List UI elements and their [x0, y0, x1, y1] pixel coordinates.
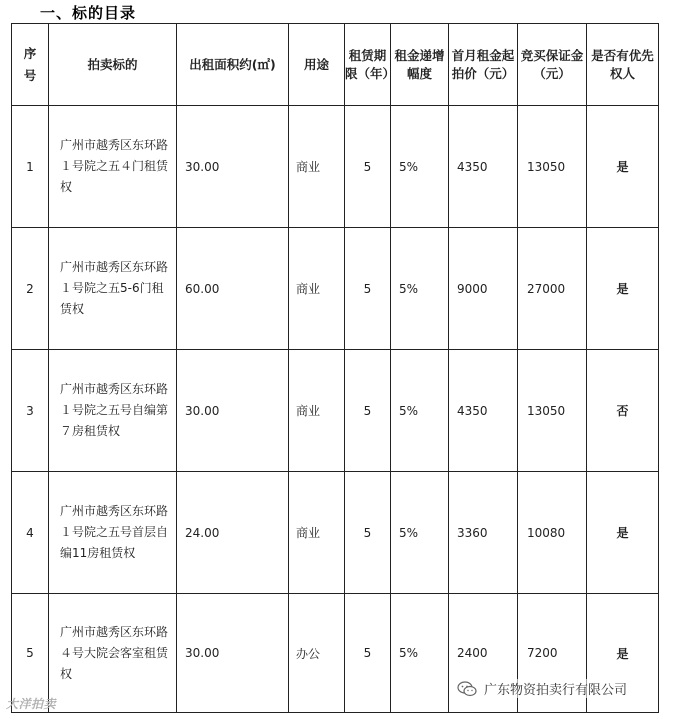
cell-priority: 是 — [587, 472, 659, 594]
cell-use: 办公 — [289, 594, 345, 713]
table-header-row — [12, 24, 659, 106]
wechat-icon — [457, 681, 477, 697]
header-no: 序 号 — [12, 24, 49, 106]
cell-no: 4 — [12, 472, 49, 594]
cell-name: 广州市越秀区东环路４号大院会客室租赁权 — [49, 594, 177, 713]
cell-increase: 5% — [391, 350, 449, 472]
table-row — [12, 106, 659, 228]
cell-area: 30.00 — [177, 594, 289, 713]
watermark-right — [457, 679, 627, 698]
cell-term: 5 — [345, 472, 391, 594]
section-heading: 一、标的目录 — [40, 4, 137, 22]
cell-no: 5 — [12, 594, 49, 713]
cell-area: 30.00 — [177, 106, 289, 228]
auction-lots-table — [11, 23, 659, 713]
header-rent: 首月租金起拍价（元） — [449, 24, 518, 106]
cell-name: 广州市越秀区东环路１号院之五４门租赁权 — [49, 106, 177, 228]
cell-no: 3 — [12, 350, 49, 472]
cell-term: 5 — [345, 594, 391, 713]
cell-priority: 是 — [587, 106, 659, 228]
cell-use: 商业 — [289, 228, 345, 350]
cell-priority: 是 — [587, 594, 659, 713]
cell-area: 60.00 — [177, 228, 289, 350]
cell-rent: 4350 — [449, 350, 518, 472]
cell-use: 商业 — [289, 472, 345, 594]
cell-use: 商业 — [289, 106, 345, 228]
cell-deposit: 10080 — [518, 472, 587, 594]
cell-deposit: 13050 — [518, 106, 587, 228]
cell-priority: 否 — [587, 350, 659, 472]
cell-name: 广州市越秀区东环路１号院之五号自编第７房租赁权 — [49, 350, 177, 472]
cell-rent: 2400 — [449, 594, 518, 713]
cell-rent: 3360 — [449, 472, 518, 594]
cell-rent: 4350 — [449, 106, 518, 228]
cell-deposit: 27000 — [518, 228, 587, 350]
header-priority: 是否有优先权人 — [587, 24, 659, 106]
cell-area: 30.00 — [177, 350, 289, 472]
header-deposit: 竞买保证金（元） — [518, 24, 587, 106]
watermark-right-text: 广东物资拍卖行有限公司 — [484, 683, 628, 698]
cell-area: 24.00 — [177, 472, 289, 594]
header-name: 拍卖标的 — [49, 24, 177, 106]
cell-rent: 9000 — [449, 228, 518, 350]
header-term: 租赁期限（年） — [345, 24, 391, 106]
table-row — [12, 228, 659, 350]
header-use: 用途 — [289, 24, 345, 106]
header-increase: 租金递增幅度 — [391, 24, 449, 106]
header-area: 出租面积约(㎡) — [177, 24, 289, 106]
cell-use: 商业 — [289, 350, 345, 472]
cell-deposit: 7200 — [518, 594, 587, 713]
cell-increase: 5% — [391, 228, 449, 350]
cell-no: 1 — [12, 106, 49, 228]
cell-term: 5 — [345, 350, 391, 472]
cell-name: 广州市越秀区东环路１号院之五5-6门租赁权 — [49, 228, 177, 350]
cell-term: 5 — [345, 106, 391, 228]
cell-name: 广州市越秀区东环路１号院之五号首层自编11房租赁权 — [49, 472, 177, 594]
table-row — [12, 472, 659, 594]
cell-priority: 是 — [587, 228, 659, 350]
cell-deposit: 13050 — [518, 350, 587, 472]
cell-increase: 5% — [391, 472, 449, 594]
cell-term: 5 — [345, 228, 391, 350]
cell-increase: 5% — [391, 106, 449, 228]
cell-no: 2 — [12, 228, 49, 350]
table-row — [12, 350, 659, 472]
watermark-left: 大洋拍卖 — [6, 697, 57, 711]
cell-increase: 5% — [391, 594, 449, 713]
